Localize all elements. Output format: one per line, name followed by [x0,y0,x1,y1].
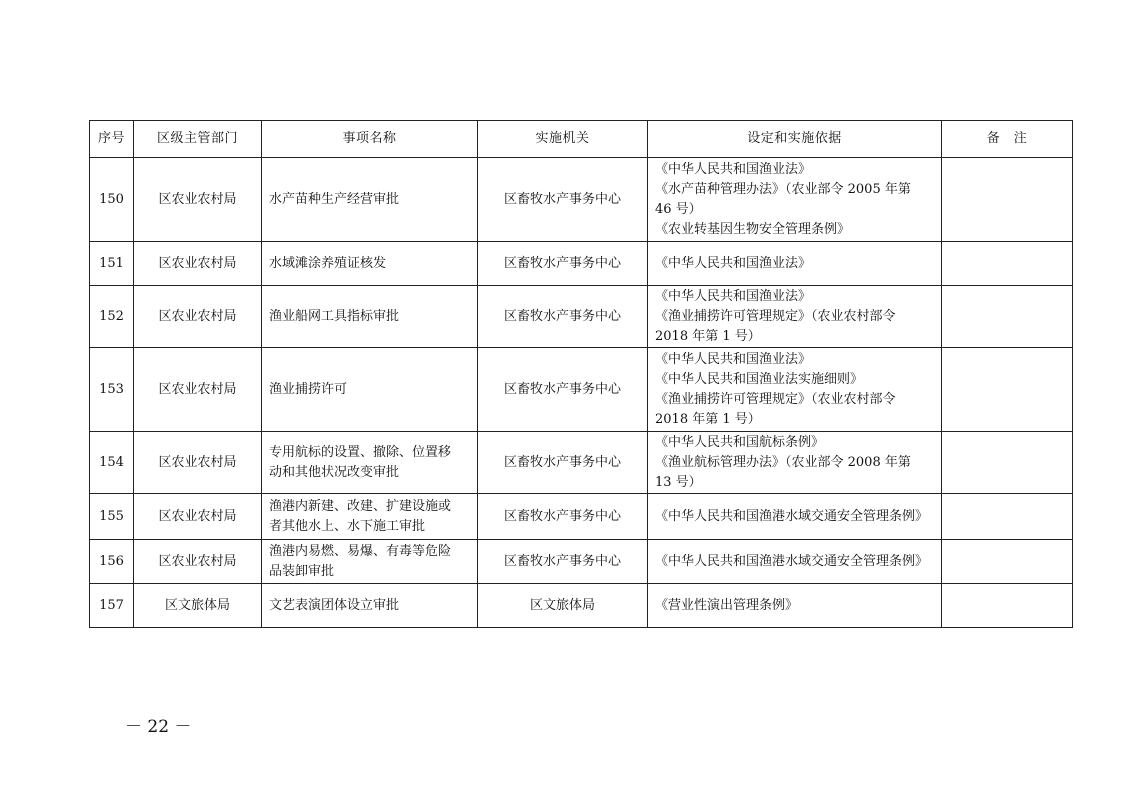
cell-item [262,158,478,242]
cell-remark [942,158,1073,242]
table-row [90,158,1073,242]
cell-basis [648,494,942,540]
table-row [90,432,1073,494]
cell-basis [648,432,942,494]
cell-seq: 156 [90,540,134,584]
basis-line: 《中华人民共和国渔业法》 [655,255,812,271]
cell-dept: 区农业农村局 [134,242,262,286]
cell-dept: 区农业农村局 [134,540,262,584]
cell-basis [648,348,942,432]
basis-line: 《水产苗种管理办法》（农业部令 2005 年第 [655,181,911,197]
cell-remark [942,540,1073,584]
basis-line: 《中华人民共和国渔业法》 [655,351,812,367]
cell-agency: 区畜牧水产事务中心 [478,494,648,540]
basis-line: 《中华人民共和国渔业法实施细则》 [655,371,864,387]
cell-remark [942,242,1073,286]
basis-line: 《渔业捕捞许可管理规定》（农业农村部令 [655,391,896,407]
basis-line: 《中华人民共和国渔业法》 [655,288,812,304]
cell-basis [648,242,942,286]
approval-items-table [89,120,1073,628]
item-line: 水产苗种生产经营审批 [269,191,400,207]
basis-line: 13 号） [655,474,702,490]
header-basis: 设定和实施依据 [648,121,942,158]
cell-agency: 区畜牧水产事务中心 [478,348,648,432]
cell-remark [942,286,1073,348]
cell-dept: 区农业农村局 [134,158,262,242]
cell-seq: 152 [90,286,134,348]
cell-agency: 区畜牧水产事务中心 [478,286,648,348]
basis-line: 2018 年第 1 号） [655,411,761,427]
header-seq: 序号 [90,121,134,158]
cell-seq: 151 [90,242,134,286]
table-body [90,158,1073,628]
cell-item [262,286,478,348]
item-line: 渔港内新建、改建、扩建设施或 [269,498,452,514]
cell-dept: 区文旅体局 [134,584,262,628]
header-item: 事项名称 [262,121,478,158]
cell-dept: 区农业农村局 [134,432,262,494]
table-row [90,540,1073,584]
basis-line: 《渔业航标管理办法》（农业部令 2008 年第 [655,454,911,470]
basis-line: 《渔业捕捞许可管理规定》（农业农村部令 [655,308,896,324]
item-line: 渔业捕捞许可 [269,381,348,397]
basis-line: 《中华人民共和国航标条例》 [655,434,825,450]
item-line: 者其他水上、水下施工审批 [269,518,426,534]
cell-remark [942,348,1073,432]
cell-seq: 153 [90,348,134,432]
table-row [90,286,1073,348]
cell-seq: 155 [90,494,134,540]
item-line: 动和其他状况改变审批 [269,464,400,480]
cell-agency: 区畜牧水产事务中心 [478,158,648,242]
page-number: － 22 － [125,717,192,737]
cell-item [262,494,478,540]
cell-seq: 154 [90,432,134,494]
basis-line: 《农业转基因生物安全管理条例》 [655,221,851,237]
cell-agency: 区文旅体局 [478,584,648,628]
cell-remark [942,494,1073,540]
basis-line: 《中华人民共和国渔港水域交通安全管理条例》 [655,508,929,524]
item-line: 品装卸审批 [269,563,335,579]
cell-basis [648,584,942,628]
cell-agency: 区畜牧水产事务中心 [478,432,648,494]
cell-seq: 150 [90,158,134,242]
item-line: 渔港内易燃、易爆、有毒等危险 [269,543,452,559]
table-row [90,242,1073,286]
item-line: 文艺表演团体设立审批 [269,597,400,613]
cell-dept: 区农业农村局 [134,494,262,540]
cell-remark [942,432,1073,494]
cell-seq: 157 [90,584,134,628]
cell-item [262,348,478,432]
cell-remark [942,584,1073,628]
cell-basis [648,540,942,584]
basis-line: 《中华人民共和国渔业法》 [655,161,812,177]
basis-line: 2018 年第 1 号） [655,328,761,344]
table-row [90,494,1073,540]
cell-dept: 区农业农村局 [134,348,262,432]
basis-line: 46 号） [655,201,702,217]
item-line: 渔业船网工具指标审批 [269,308,400,324]
cell-dept: 区农业农村局 [134,286,262,348]
table-row [90,348,1073,432]
table-header-row [90,121,1073,158]
cell-item [262,432,478,494]
item-line: 专用航标的设置、撤除、位置移 [269,444,452,460]
item-line: 水域滩涂养殖证核发 [269,255,387,271]
header-agency: 实施机关 [478,121,648,158]
cell-agency: 区畜牧水产事务中心 [478,242,648,286]
basis-line: 《营业性演出管理条例》 [655,597,799,613]
cell-item [262,540,478,584]
basis-line: 《中华人民共和国渔港水域交通安全管理条例》 [655,553,929,569]
cell-agency: 区畜牧水产事务中心 [478,540,648,584]
header-dept: 区级主管部门 [134,121,262,158]
cell-basis [648,158,942,242]
cell-basis [648,286,942,348]
cell-item [262,584,478,628]
table-row [90,584,1073,628]
cell-item [262,242,478,286]
header-remark: 备 注 [942,121,1073,158]
